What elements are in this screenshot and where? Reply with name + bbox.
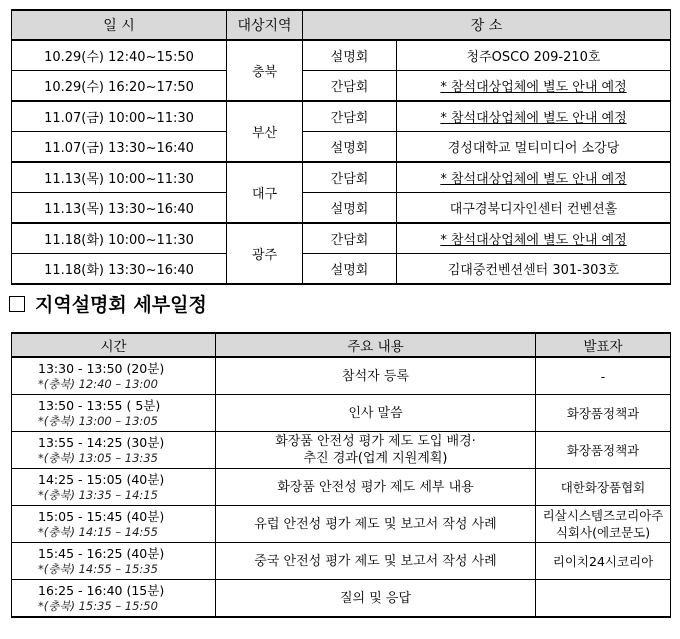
time-cell: [12, 469, 216, 506]
datetime-cell: 11.18(화) 10:00~11:30: [12, 223, 227, 254]
section-heading-text: 지역설명회 세부일정: [35, 294, 207, 316]
presenter-cell: 화장품정책과: [536, 395, 671, 432]
detail-header-row: [12, 333, 671, 357]
presenter-cell: 리이치24시코리아: [536, 543, 671, 580]
time-range-chungbuk: *(충북) 12:40 – 13:00: [38, 376, 158, 391]
detail-row: [12, 543, 671, 580]
place-cell: * 참석대상업체에 별도 안내 예정: [397, 223, 671, 254]
time-range: 16:25 - 16:40 (15분): [38, 582, 165, 598]
header-place: 장 소: [303, 10, 671, 40]
region-cell: 부산: [227, 101, 303, 162]
type-cell: 간담회: [303, 71, 397, 102]
detail-row: [12, 469, 671, 506]
presenter-cell: 화장품정책과: [536, 432, 671, 469]
detail-row: [12, 395, 671, 432]
region-cell: 광주: [227, 223, 303, 284]
content-cell: 참석자 등록: [216, 357, 536, 395]
presenter-cell: [536, 580, 671, 618]
header-region: 대상지역: [227, 10, 303, 40]
datetime-cell: 11.07(금) 10:00~11:30: [12, 101, 227, 132]
schedule-row: [12, 193, 671, 224]
place-cell: * 참석대상업체에 별도 안내 예정: [397, 101, 671, 132]
content-cell: 화장품 안전성 평가 제도 세부 내용: [216, 469, 536, 506]
time-range: 14:25 - 15:05 (40분): [38, 471, 165, 487]
time-range: 15:45 - 16:25 (40분): [38, 545, 165, 561]
detail-row: [12, 506, 671, 543]
presenter-cell: 리살시스템즈코리아주 식회사(에코문도): [536, 506, 671, 543]
place-cell: * 참석대상업체에 별도 안내 예정: [397, 162, 671, 193]
schedule-row: [12, 162, 671, 193]
type-cell: 설명회: [303, 40, 397, 71]
time-range-chungbuk: *(충북) 13:35 – 14:15: [38, 487, 158, 502]
time-range: 15:05 - 15:45 (40분): [38, 508, 165, 524]
region-cell: 대구: [227, 162, 303, 223]
presenter-cell: 대한화장품협회: [536, 469, 671, 506]
type-cell: 간담회: [303, 223, 397, 254]
detail-row: [12, 432, 671, 469]
schedule-header-row: [12, 10, 671, 40]
datetime-cell: 11.13(목) 10:00~11:30: [12, 162, 227, 193]
section-heading: [9, 290, 207, 317]
time-range: 13:30 - 13:50 (20분): [38, 360, 165, 376]
header-content: 주요 내용: [216, 333, 536, 357]
time-range-chungbuk: *(충북) 15:35 – 15:50: [38, 598, 158, 613]
schedule-row: [12, 132, 671, 163]
type-cell: 설명회: [303, 132, 397, 163]
place-cell: * 참석대상업체에 별도 안내 예정: [397, 71, 671, 102]
place-cell: 대구경북디자인센터 컨벤션홀: [397, 193, 671, 224]
place-cell: 청주OSCO 209-210호: [397, 40, 671, 71]
content-cell: 중국 안전성 평가 제도 및 보고서 작성 사례: [216, 543, 536, 580]
time-range: 13:50 - 13:55 ( 5분): [38, 397, 161, 413]
time-range-chungbuk: *(충북) 14:15 – 14:55: [38, 524, 158, 539]
time-cell: [12, 506, 216, 543]
content-cell: 인사 말씀: [216, 395, 536, 432]
schedule-row: [12, 223, 671, 254]
time-cell: [12, 543, 216, 580]
time-cell: [12, 395, 216, 432]
time-range-chungbuk: *(충북) 14:55 – 15:35: [38, 561, 158, 576]
type-cell: 설명회: [303, 193, 397, 224]
schedule-row: [12, 71, 671, 102]
place-cell: 김대중컨벤션센터 301-303호: [397, 254, 671, 285]
type-cell: 간담회: [303, 101, 397, 132]
checkbox-bullet-icon: [9, 296, 25, 312]
header-presenter: 발표자: [536, 333, 671, 357]
datetime-cell: 11.18(화) 13:30~16:40: [12, 254, 227, 285]
time-cell: [12, 432, 216, 469]
detail-schedule-table: [11, 332, 671, 618]
detail-row: [12, 580, 671, 618]
datetime-cell: 11.07(금) 13:30~16:40: [12, 132, 227, 163]
header-datetime: 일 시: [12, 10, 227, 40]
schedule-row: [12, 40, 671, 71]
content-cell: 유럽 안전성 평가 제도 및 보고서 작성 사례: [216, 506, 536, 543]
region-cell: 충북: [227, 40, 303, 101]
schedule-row: [12, 101, 671, 132]
schedule-row: [12, 254, 671, 285]
datetime-cell: 10.29(수) 16:20~17:50: [12, 71, 227, 102]
detail-row: [12, 357, 671, 395]
time-cell: [12, 357, 216, 395]
content-cell: 질의 및 응답: [216, 580, 536, 618]
time-range: 13:55 - 14:25 (30분): [38, 434, 165, 450]
time-range-chungbuk: *(충북) 13:00 – 13:05: [38, 413, 158, 428]
datetime-cell: 11.13(목) 13:30~16:40: [12, 193, 227, 224]
header-time: 시간: [12, 333, 216, 357]
type-cell: 간담회: [303, 162, 397, 193]
content-cell: 화장품 안전성 평가 제도 도입 배경· 추진 경과(업계 지원계획): [216, 432, 536, 469]
time-range-chungbuk: *(충북) 13:05 – 13:35: [38, 450, 158, 465]
datetime-cell: 10.29(수) 12:40~15:50: [12, 40, 227, 71]
place-cell: 경성대학교 멀티미디어 소강당: [397, 132, 671, 163]
time-cell: [12, 580, 216, 618]
schedule-table: [11, 9, 671, 285]
presenter-cell: -: [536, 357, 671, 395]
type-cell: 설명회: [303, 254, 397, 285]
